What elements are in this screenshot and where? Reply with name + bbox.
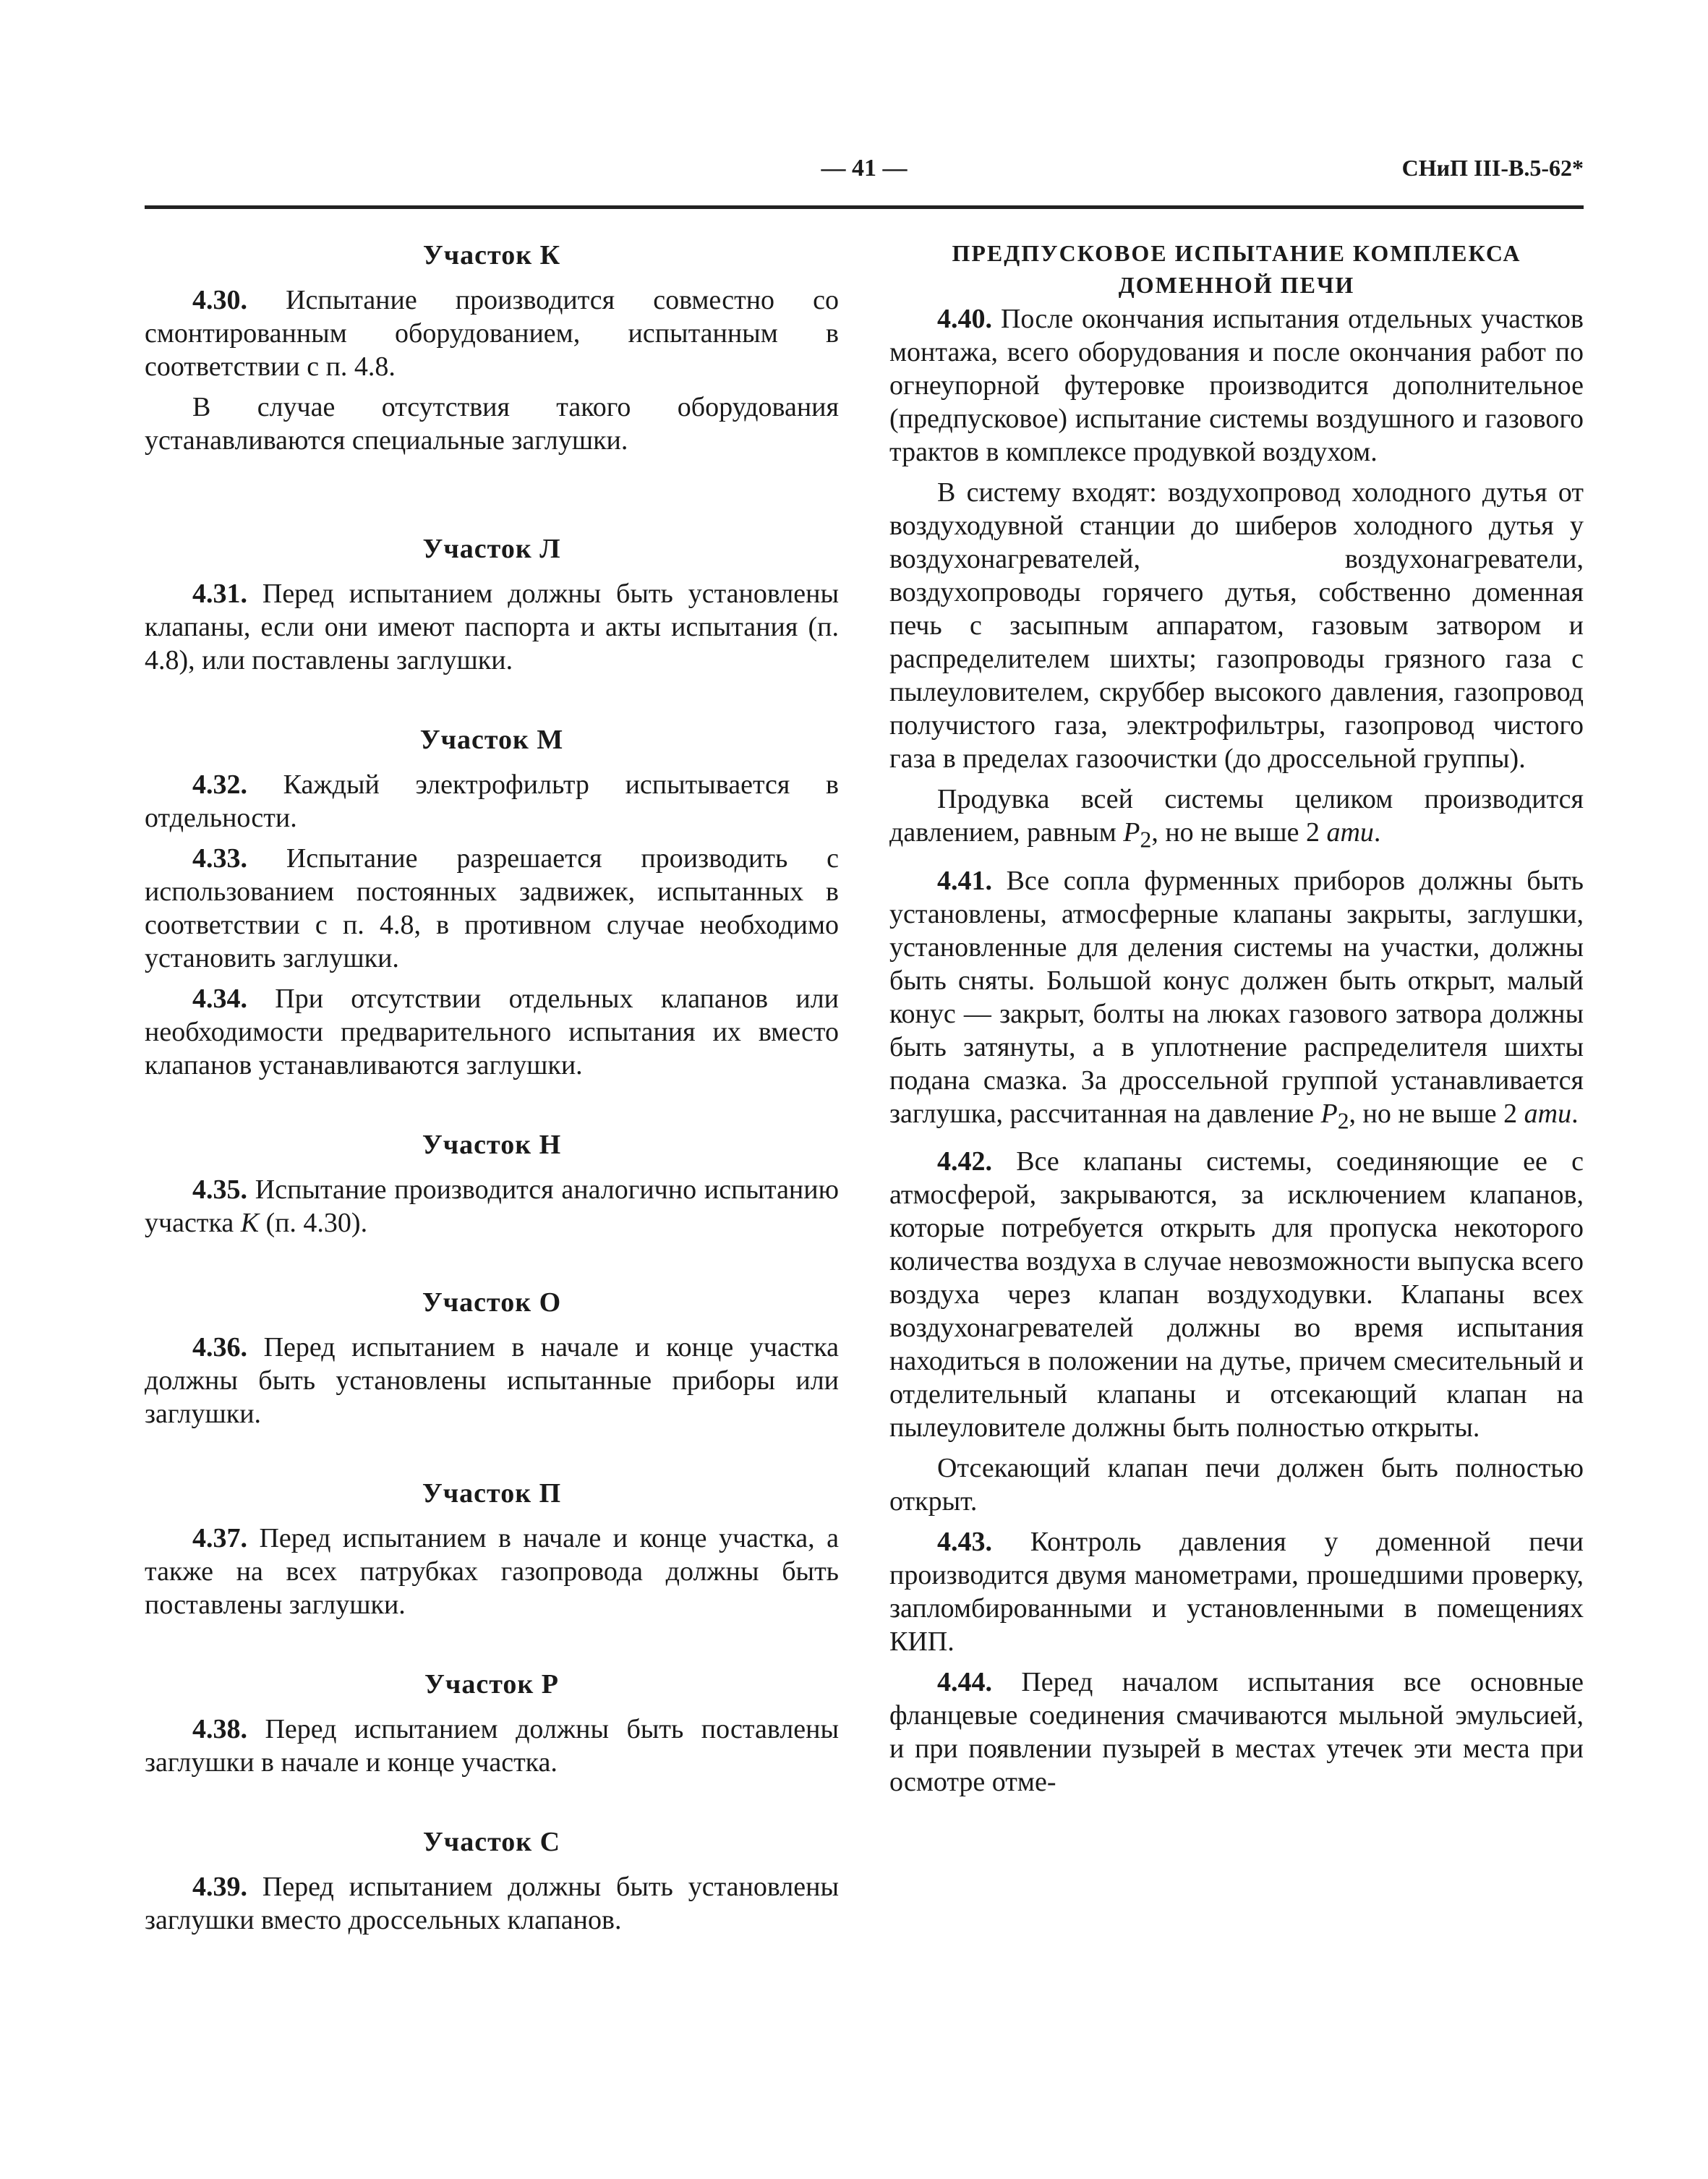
paragraph-4-35 — [145, 1173, 839, 1240]
paragraph-4-44 — [889, 1666, 1584, 1799]
paragraph-text: Перед испытанием в начале и конце участка должны быть установлены испытанные приборы или заглушки. — [145, 1332, 839, 1429]
page-header — [145, 155, 1584, 198]
pressure-unit: ати — [1326, 817, 1374, 848]
clause-number: 4.41. — [937, 865, 992, 896]
paragraph-text: Испытание производится аналогично испытанию участка — [145, 1174, 839, 1238]
paragraph-4-36 — [145, 1331, 839, 1430]
clause-number: 4.39. — [192, 1872, 247, 1902]
document-code: СНиП III-В.5-62* — [1401, 155, 1584, 181]
paragraph-text: Продувка всей системы целиком производится давлением, равным — [889, 784, 1584, 848]
paragraph-text: В систему входят: воздухопровод холодного дутья от воздуходувной станции до шиберов холодного дутья у воздухонагревателей, воздухонагреватели, воздухопроводы горячего дутья, собственно доменная печь с засыпным аппаратом, газовым затвором и распределителем шихты; газопроводы грязного газа с пылеуловителем, скруббер высокого давления, газопровод получистого газа, электрофильтры, газопровод чистого газа в пределах газоочистки (до дроссельной группы). — [889, 477, 1584, 774]
section-title-l: Участок Л — [422, 534, 561, 564]
paragraph-text: Отсекающий клапан печи должен быть полностью открыт. — [889, 1453, 1584, 1517]
paragraph-text: (п. 4.30). — [258, 1208, 368, 1238]
paragraph-4-34 — [145, 982, 839, 1082]
paragraph-text: Перед испытанием должны быть установлены клапаны, если они имеют паспорта и акты испытания (п. 4.8), или поставлены заглушки. — [145, 579, 839, 675]
clause-number: 4.44. — [937, 1667, 992, 1698]
paragraph-text: Испытание разрешается производить с использованием постоянных задвижек, испытанных в соответствии с п. 4.8, в противном случае необходимо установить заглушки. — [145, 843, 839, 973]
paragraph-4-42 — [889, 1145, 1584, 1444]
paragraph-text: При отсутствии отдельных клапанов или необходимости предварительного испытания их вместо клапанов устанавливаются заглушки. — [145, 984, 839, 1080]
paragraph-4-40 — [889, 302, 1584, 469]
pressure-subscript: 2 — [1337, 1108, 1349, 1134]
paragraph-text: Каждый электрофильтр испытывается в отдельности. — [145, 769, 839, 833]
section-title-k: Участок К — [422, 240, 561, 270]
paragraph-4-43 — [889, 1525, 1584, 1658]
paragraph-text: Все сопла фурменных приборов должны быть установлены, атмосферные клапаны закрыты, заглушки, установленные для деления системы на участки, должны быть сняты. Большой конус должен быть открыт, малый конус — закрыт, болты на люках газового затвора должны быть затянуты, а в уплотнение распределителя шихты подана смазка. За дроссельной группой устанавливается заглушка, рассчитанная на давление — [889, 865, 1584, 1129]
paragraph-4-40-pressure — [889, 783, 1584, 857]
section-letter: К — [240, 1208, 259, 1238]
pressure-symbol: P — [1123, 817, 1140, 848]
header-rule — [145, 205, 1584, 209]
paragraph-text: . — [1373, 817, 1381, 848]
clause-number: 4.37. — [192, 1523, 247, 1553]
paragraph-4-30-cont — [145, 391, 839, 457]
paragraph-4-42-cont — [889, 1451, 1584, 1518]
paragraph-text: Испытание производится совместно со смонтированным оборудованием, испытанным в соответствии с п. 4.8. — [145, 285, 839, 382]
paragraph-4-30 — [145, 283, 839, 383]
section-heading-line-1: ПРЕДПУСКОВОЕ ИСПЫТАНИЕ КОМПЛЕКСА — [952, 240, 1521, 266]
left-column — [145, 239, 839, 1944]
clause-number: 4.42. — [937, 1146, 992, 1177]
paragraph-4-33 — [145, 842, 839, 975]
paragraph-text: Перед испытанием в начале и конце участка, а также на всех патрубках газопровода должны быть поставлены заглушки. — [145, 1523, 839, 1620]
paragraph-text: Контроль давления у доменной печи производится двумя манометрами, прошедшими проверку, запломбированными и установленными в помещениях КИП. — [889, 1527, 1584, 1658]
section-title-r: Участок Р — [424, 1669, 559, 1700]
section-title-o: Участок О — [422, 1287, 562, 1318]
pressure-symbol: P — [1320, 1098, 1338, 1129]
paragraph-4-41 — [889, 864, 1584, 1138]
clause-number: 4.36. — [192, 1332, 247, 1363]
paragraph-text: Все клапаны системы, соединяющие ее с атмосферой, закрываются, за исключением клапанов, которые потребуется открыть для пропуска некоторого количества воздуха в случае невозможности выпуска всего воздуха через клапан воздуходувки. Клапаны всех воздухонагревателей должны во время испытания находиться в положении на дутье, причем смесительный и отделительный клапаны и отсекающий клапан на пылеуловителе должны быть полностью открыты. — [889, 1146, 1584, 1444]
section-title-s: Участок С — [422, 1827, 561, 1857]
section-title-m: Участок М — [419, 725, 564, 755]
paragraph-4-32 — [145, 768, 839, 835]
paragraph-4-39 — [145, 1870, 839, 1937]
paragraph-4-31 — [145, 577, 839, 677]
section-heading-line-2: ДОМЕННОЙ ПЕЧИ — [1118, 272, 1355, 298]
clause-number: 4.31. — [192, 579, 247, 609]
section-title-p: Участок П — [422, 1478, 562, 1509]
clause-number: 4.30. — [192, 285, 247, 315]
clause-number: 4.32. — [192, 769, 247, 800]
paragraph-text: Перед испытанием должны быть установлены заглушки вместо дроссельных клапанов. — [145, 1872, 839, 1935]
right-column — [889, 239, 1584, 1806]
paragraph-4-37 — [145, 1522, 839, 1621]
pressure-unit: ати — [1524, 1098, 1572, 1129]
pressure-subscript: 2 — [1140, 827, 1152, 853]
paragraph-text: После окончания испытания отдельных участков монтажа, всего оборудования и после окончания работ по огнеупорной футеровке производится дополнительное (предпусковое) испытание системы воздушного и газового трактов в комплексе продувкой воздухом. — [889, 304, 1584, 467]
page-number: — 41 — — [821, 155, 908, 182]
paragraph-text: , но не выше 2 — [1151, 817, 1327, 848]
clause-number: 4.43. — [937, 1527, 992, 1558]
clause-number: 4.35. — [192, 1174, 247, 1205]
paragraph-4-40-system — [889, 476, 1584, 775]
paragraph-text: Перед началом испытания все основные фланцевые соединения смачиваются мыльной эмульсией, и при появлении пузырей в местах утечек эти места при осмотре отме- — [889, 1667, 1584, 1798]
clause-number: 4.40. — [937, 304, 992, 334]
clause-number: 4.38. — [192, 1714, 247, 1744]
paragraph-text: , но не выше 2 — [1349, 1098, 1524, 1129]
paragraph-text: . — [1571, 1098, 1579, 1129]
section-title-n: Участок Н — [422, 1130, 562, 1160]
paragraph-text: Перед испытанием должны быть поставлены заглушки в начале и конце участка. — [145, 1714, 839, 1778]
clause-number: 4.33. — [192, 843, 247, 874]
clause-number: 4.34. — [192, 984, 247, 1014]
paragraph-text: В случае отсутствия такого оборудования устанавливаются специальные заглушки. — [145, 392, 839, 456]
paragraph-4-38 — [145, 1713, 839, 1779]
